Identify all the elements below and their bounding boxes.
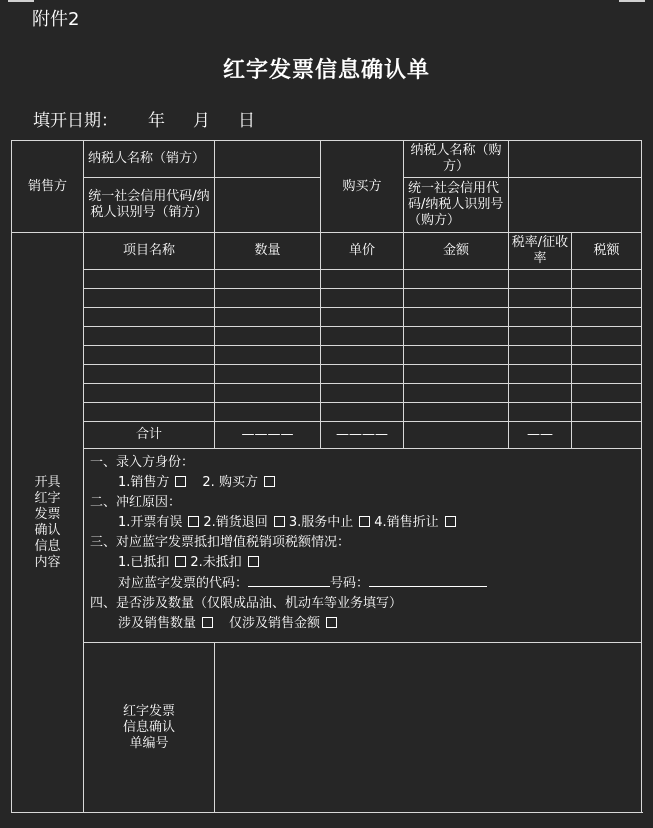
q2-title: 二、冲红原因： <box>90 495 182 510</box>
q3-code-row <box>90 573 641 594</box>
item-cell[interactable] <box>84 346 215 365</box>
item-cell[interactable] <box>404 365 509 384</box>
q3-opt2-checkbox[interactable] <box>248 556 259 567</box>
col-amount: 金额 <box>404 233 509 270</box>
item-cell[interactable] <box>404 384 509 403</box>
item-cell[interactable] <box>84 289 215 308</box>
item-row <box>12 403 642 422</box>
item-cell[interactable] <box>321 289 404 308</box>
item-row <box>12 365 642 384</box>
buyer-name-label: 纳税人名称（购方） <box>404 141 509 178</box>
col-tax-amount: 税额 <box>572 233 642 270</box>
date-month: 月 <box>193 111 210 131</box>
item-cell[interactable] <box>572 403 642 422</box>
date-year: 年 <box>148 111 165 131</box>
item-cell[interactable] <box>215 327 321 346</box>
q4-opt1-label: 涉及销售数量 <box>118 616 197 631</box>
q2-opt4-label: 4.销售折让 <box>374 515 439 530</box>
item-cell[interactable] <box>404 327 509 346</box>
item-cell[interactable] <box>215 289 321 308</box>
q3-number-label: 号码： <box>330 576 370 591</box>
q2-opt2-label: 2.销货退回 <box>203 515 268 530</box>
buyer-label: 购买方 <box>321 141 404 233</box>
q2-opt4-checkbox[interactable] <box>445 516 456 527</box>
q3-opt2-label: 2.未抵扣 <box>190 555 242 570</box>
item-row <box>12 346 642 365</box>
total-tax-field[interactable] <box>572 422 642 449</box>
item-cell[interactable] <box>321 384 404 403</box>
item-cell[interactable] <box>509 384 572 403</box>
item-cell[interactable] <box>84 384 215 403</box>
q4-options <box>90 614 641 634</box>
item-cell[interactable] <box>215 365 321 384</box>
col-item-name: 项目名称 <box>84 233 215 270</box>
q3-code-input[interactable] <box>248 573 330 587</box>
item-cell[interactable] <box>404 403 509 422</box>
item-cell[interactable] <box>404 346 509 365</box>
confirmation-number-label <box>84 643 215 813</box>
buyer-name-field[interactable] <box>509 141 642 178</box>
item-cell[interactable] <box>321 365 404 384</box>
item-cell[interactable] <box>509 365 572 384</box>
item-cell[interactable] <box>84 308 215 327</box>
col-tax-rate: 税率/征收率 <box>509 233 572 270</box>
content-section-text: 开具红字发票确认信息内容 <box>34 474 61 570</box>
item-cell[interactable] <box>572 270 642 289</box>
seller-id-label: 统一社会信用代码/纳税人识别号（销方） <box>84 178 215 233</box>
item-cell[interactable] <box>84 365 215 384</box>
fill-date <box>33 106 255 131</box>
party-row-name <box>12 141 642 178</box>
q1-opt-buyer-label: 2. 购买方 <box>202 475 258 490</box>
date-label: 填开日期： <box>33 111 118 131</box>
q1-opt-buyer-checkbox[interactable] <box>264 476 275 487</box>
q2-opt3-checkbox[interactable] <box>359 516 370 527</box>
item-cell[interactable] <box>321 308 404 327</box>
q2-options <box>90 513 641 533</box>
seller-name-label: 纳税人名称（销方） <box>84 141 215 178</box>
item-row <box>12 308 642 327</box>
options-block <box>84 449 642 643</box>
item-cell[interactable] <box>509 327 572 346</box>
q1-title: 一、录入方身份： <box>90 455 195 470</box>
item-cell[interactable] <box>572 289 642 308</box>
confirmation-form-table <box>11 140 642 813</box>
item-cell[interactable] <box>404 308 509 327</box>
q3-opt1-checkbox[interactable] <box>175 556 186 567</box>
item-cell[interactable] <box>215 270 321 289</box>
item-cell[interactable] <box>215 346 321 365</box>
item-cell[interactable] <box>321 327 404 346</box>
item-cell[interactable] <box>321 270 404 289</box>
item-cell[interactable] <box>509 289 572 308</box>
item-cell[interactable] <box>84 403 215 422</box>
q2-opt3-label: 3.服务中止 <box>288 515 354 530</box>
q2-opt1-label: 1.开票有误 <box>118 515 183 530</box>
item-cell[interactable] <box>572 346 642 365</box>
col-quantity: 数量 <box>215 233 321 270</box>
items-header-row <box>12 233 642 270</box>
q4-opt2-label: 仅涉及销售金额 <box>229 616 321 631</box>
total-rate-dash: —— <box>509 422 572 449</box>
seller-name-field[interactable] <box>215 141 321 178</box>
item-cell[interactable] <box>215 308 321 327</box>
q2-opt1-checkbox[interactable] <box>188 516 199 527</box>
item-cell[interactable] <box>404 270 509 289</box>
item-cell[interactable] <box>509 270 572 289</box>
item-cell[interactable] <box>509 403 572 422</box>
item-cell[interactable] <box>572 384 642 403</box>
confirmation-number-text: 红字发票信息确认单编号 <box>122 703 175 751</box>
total-row <box>12 422 642 449</box>
item-row <box>12 327 642 346</box>
q3-number-input[interactable] <box>369 573 487 587</box>
options-row <box>12 449 642 643</box>
item-cell[interactable] <box>572 365 642 384</box>
item-cell[interactable] <box>321 403 404 422</box>
q4-opt1-checkbox[interactable] <box>202 617 213 628</box>
form-title: 红字发票信息确认单 <box>222 58 430 83</box>
buyer-id-label: 统一社会信用代码/纳税人识别号（购方） <box>404 178 509 233</box>
seller-id-field[interactable] <box>215 178 321 233</box>
total-price-dash: ———— <box>321 422 404 449</box>
total-amount-field[interactable] <box>404 422 509 449</box>
content-section-label <box>12 233 84 813</box>
item-cell[interactable] <box>572 308 642 327</box>
item-cell[interactable] <box>321 346 404 365</box>
item-cell[interactable] <box>509 346 572 365</box>
attachment-label: 附件2 <box>32 9 80 30</box>
confirmation-number-field[interactable] <box>215 643 642 813</box>
item-cell[interactable] <box>215 403 321 422</box>
buyer-id-field[interactable] <box>509 178 642 233</box>
q2-opt2-checkbox[interactable] <box>274 516 285 527</box>
item-cell[interactable] <box>215 384 321 403</box>
q1-opt-seller-label: 1.销售方 <box>118 475 170 490</box>
item-cell[interactable] <box>84 270 215 289</box>
q1-opt-seller-checkbox[interactable] <box>175 476 186 487</box>
q1-options <box>90 473 641 493</box>
item-cell[interactable] <box>84 327 215 346</box>
item-row <box>12 270 642 289</box>
q3-opt1-label: 1.已抵扣 <box>118 555 170 570</box>
q4-title: 四、是否涉及数量（仅限成品油、机动车等业务填写） <box>90 596 403 611</box>
q4-opt2-checkbox[interactable] <box>326 617 337 628</box>
top-right-rule <box>619 0 645 2</box>
seller-label: 销售方 <box>12 141 84 233</box>
item-cell[interactable] <box>509 308 572 327</box>
item-cell[interactable] <box>404 289 509 308</box>
total-label: 合计 <box>84 422 215 449</box>
q3-code-label: 对应蓝字发票的代码： <box>118 576 249 591</box>
item-cell[interactable] <box>572 327 642 346</box>
col-unit-price: 单价 <box>321 233 404 270</box>
item-row <box>12 384 642 403</box>
item-row <box>12 289 642 308</box>
q3-options <box>90 553 641 573</box>
q3-title: 三、对应蓝字发票抵扣增值税销项税额情况： <box>90 535 351 550</box>
total-quantity-dash: ———— <box>215 422 321 449</box>
top-left-rule <box>8 0 34 2</box>
date-day: 日 <box>238 111 255 131</box>
footer-row <box>12 643 642 813</box>
